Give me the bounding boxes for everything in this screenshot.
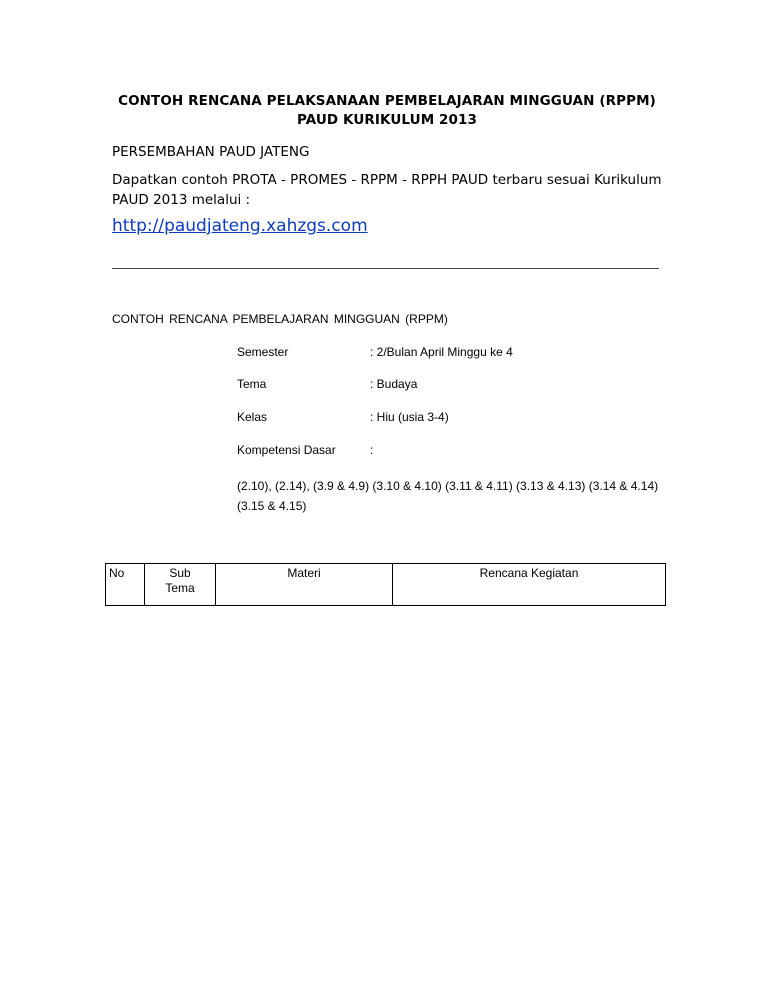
header-no: No: [106, 564, 145, 606]
title-line-1: CONTOH RENCANA PELAKSANAAN PEMBELAJARAN MINGGUAN (RPPM): [118, 93, 656, 109]
header-sub-line-1: Sub: [169, 566, 191, 580]
kompetensi-dasar-codes: (2.10), (2.14), (3.9 & 4.9) (3.10 & 4.10) (3.11 & 4.11) (3.13 & 4.13) (3.14 & 4.14) (3.15 & 4.15): [237, 479, 659, 513]
rppm-title: CONTOH RENCANA PEMBELAJARAN MINGGUAN (RPPM): [112, 312, 448, 326]
document-title: [112, 92, 662, 130]
tema-value: : Budaya: [370, 377, 418, 391]
title-line-2: PAUD KURIKULUM 2013: [296, 112, 478, 128]
semester-value: : 2/Bulan April Minggu ke 4: [370, 345, 513, 359]
header-sub-tema: [145, 564, 216, 606]
header-sub-line-2: Tema: [165, 581, 195, 595]
website-link[interactable]: http://paudjateng.xahzgs.com: [112, 216, 368, 236]
horizontal-rule: [112, 268, 659, 269]
kompetensi-dasar-label: Kompetensi Dasar: [237, 443, 336, 457]
dapatkan-text: Dapatkan contoh PROTA - PROMES - RPPM - RPPH PAUD terbaru sesuai Kurikulum PAUD 2013 melalui :: [112, 172, 662, 208]
table-header-row: [106, 564, 666, 606]
kelas-label: Kelas: [237, 410, 268, 424]
kelas-value: : Hiu (usia 3-4): [370, 410, 449, 424]
header-materi: Materi: [216, 564, 393, 606]
tema-label: Tema: [237, 377, 267, 391]
kompetensi-dasar-value: :: [370, 443, 374, 457]
semester-label: Semester: [237, 345, 289, 359]
header-rencana-kegiatan: Rencana Kegiatan: [393, 564, 666, 606]
rppm-table: [105, 563, 666, 606]
persembahan-text: PERSEMBAHAN PAUD JATENG: [112, 144, 310, 160]
